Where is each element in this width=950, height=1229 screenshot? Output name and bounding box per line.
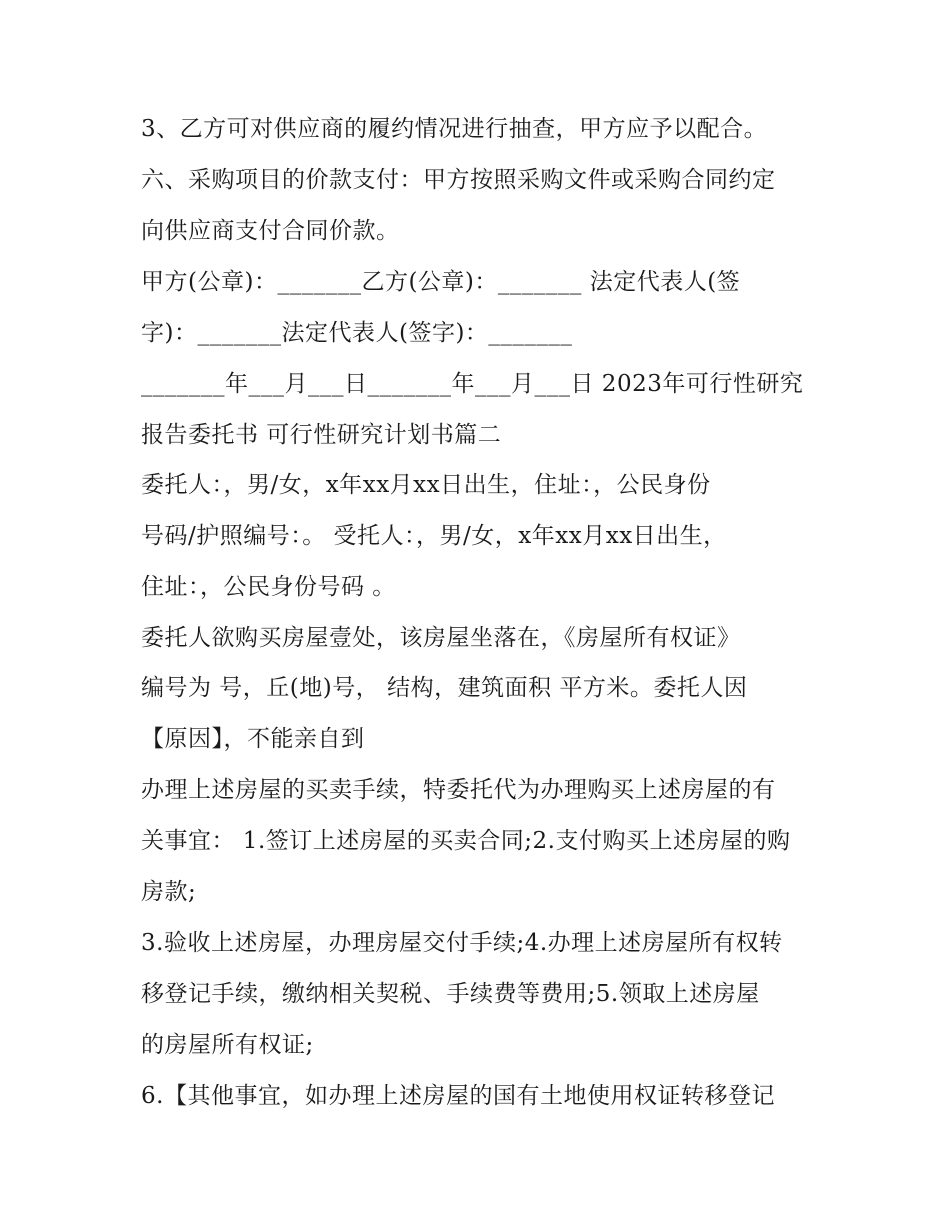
text-line: 移登记手续，缴纳相关契税、手续费等费用;5.领取上述房屋 xyxy=(141,981,760,1007)
text-line: 号码/护照编号：。 受托人：，男/女，x年xx月xx日出生， xyxy=(141,523,727,549)
text-line: _______年___月___日_______年___月___日 2023年可行性研究 xyxy=(141,371,804,397)
text-line: 【原因】，不能亲自到 xyxy=(141,726,365,752)
text-line: 委托人：，男/女，x年xx月xx日出生，住址：，公民身份 xyxy=(141,472,711,498)
text-line: 的房屋所有权证; xyxy=(141,1032,314,1058)
text-line: 报告委托书 可行性研究计划书篇二 xyxy=(141,422,502,448)
text-line: 住址：，公民身份号码 。 xyxy=(141,574,396,600)
text-line: 房款; xyxy=(141,879,197,905)
text-line: 编号为 号，丘(地)号， 结构，建筑面积 平方米。委托人因 xyxy=(141,675,748,701)
text-line: 3、乙方可对供应商的履约情况进行抽查，甲方应予以配合。 xyxy=(141,116,768,142)
text-line: 字)：_______法定代表人(签字)：_______ xyxy=(141,320,573,346)
text-line: 办理上述房屋的买卖手续，特委托代为办理购买上述房屋的有 xyxy=(141,777,776,803)
text-line: 关事宜： 1.签订上述房屋的买卖合同;2.支付购买上述房屋的购 xyxy=(141,828,791,854)
text-line: 向供应商支付合同价款。 xyxy=(141,218,400,244)
text-line: 6.【其他事宜，如办理上述房屋的国有土地使用权证转移登记 xyxy=(141,1083,775,1109)
text-line: 委托人欲购买房屋壹处，该房屋坐落在，《房屋所有权证》 xyxy=(141,625,741,651)
text-line: 六、采购项目的价款支付：甲方按照采购文件或采购合同约定 xyxy=(141,167,776,193)
text-line: 甲方(公章)：_______乙方(公章)：_______ 法定代表人(签 xyxy=(141,269,741,295)
text-line: 3.验收上述房屋，办理房屋交付手续;4.办理上述房屋所有权转 xyxy=(141,930,783,956)
